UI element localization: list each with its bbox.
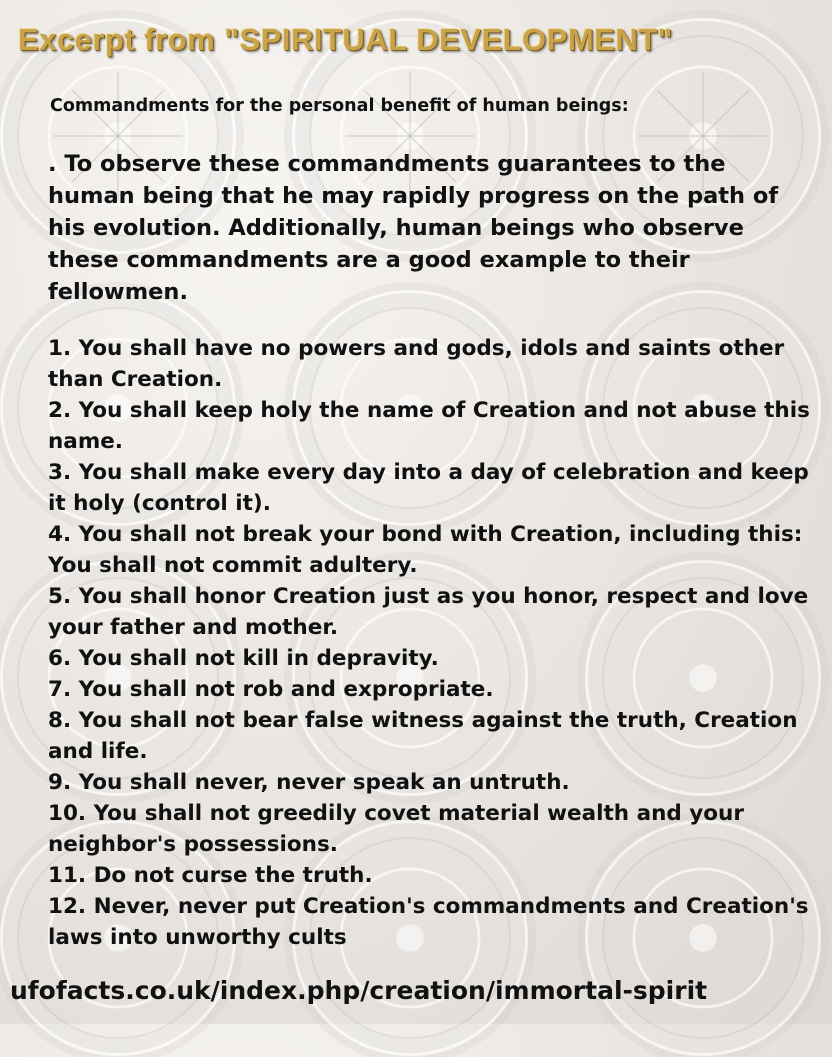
page-subtitle: Commandments for the personal benefit of human beings: xyxy=(50,96,629,116)
list-item: 1. You shall have no powers and gods, idols and saints other than Creation. xyxy=(48,336,785,392)
list-item: 11. Do not curse the truth. xyxy=(48,863,373,888)
list-item: 7. You shall not rob and expropriate. xyxy=(48,677,494,702)
intro-paragraph: . To observe these commandments guarantees to the human being that he may rapidly progress on the path of his evolution. Additionally, human beings who observe these commandments are a good example to their fellowmen. xyxy=(48,151,779,305)
list-item: 2. You shall keep holy the name of Creation and not abuse this name. xyxy=(48,398,810,454)
list-item: 6. You shall not kill in depravity. xyxy=(48,646,439,671)
list-item: 4. You shall not break your bond with Creation, including this: You shall not commit adultery. xyxy=(48,522,803,578)
list-item: 10. You shall not greedily covet material wealth and your neighbor's possessions. xyxy=(48,801,744,857)
commandments-list xyxy=(48,333,818,953)
list-item: 5. You shall honor Creation just as you honor, respect and love your father and mother. xyxy=(48,584,809,640)
list-item: 8. You shall not bear false witness against the truth, Creation and life. xyxy=(48,708,798,764)
page-title: Excerpt from "SPIRITUAL DEVELOPMENT" xyxy=(18,22,673,57)
source-url: ufofacts.co.uk/index.php/creation/immortal-spirit xyxy=(10,976,708,1005)
list-item: 12. Never, never put Creation's commandments and Creation's laws into unworthy cults xyxy=(48,894,809,950)
list-item: 9. You shall never, never speak an untruth. xyxy=(48,770,570,795)
list-item: 3. You shall make every day into a day of celebration and keep it holy (control it). xyxy=(48,460,809,516)
